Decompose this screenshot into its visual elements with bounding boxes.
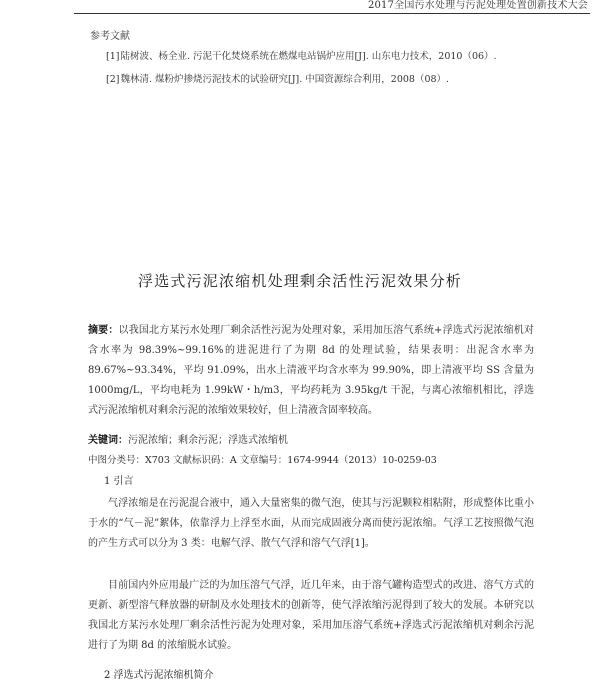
references-heading: 参考文献 — [90, 31, 130, 42]
reference-number: [1] — [106, 51, 120, 62]
classification-line: 中图分类号：X703 文献标识码：A 文章编号：1674-9944（2013）10-0259-03 — [88, 455, 437, 466]
running-header: 2017全国污水处理与污泥处理处置创新技术大会 — [367, 0, 588, 11]
abstract-label: 摘要： — [88, 325, 119, 336]
reference-item — [106, 73, 576, 87]
reference-text: 魏林清. 煤粉炉掺烧污泥技术的试验研究[J]. 中国资源综合利用，2008（08）. — [120, 74, 450, 85]
abstract-text: 以我国北方某污水处理厂剩余活性污泥为处理对象，采用加压溶气系统+浮选式污泥浓缩机对含水率为 98.39%~99.16%的进泥进行了为期 8d 的处理试验，结果表明：出泥含水率为 89.67%~93.34%，平均 91.09%，出水上清液平均含水率为 99.90%，即上清液平均 SS 含量为 1000mg/L，平均电耗为 1.99kW・h/m3，平均药耗为 3.95kg/t 干泥，与离心浓缩机相比，浮选式污泥浓缩机对剩余污泥的浓缩效果较好，但上清液含固率较高。 — [88, 325, 534, 416]
body-paragraph: 目前国内外应用最广泛的为加压溶气气浮，近几年来，由于溶气罐构造型式的改进、溶气方式的更新、新型溶气释放器的研制及水处理技术的创新等，使气浮浓缩污泥得到了较大的发展。本研究以我国北方某污水处理厂剩余活性污泥为处理对象，采用加压溶气系统+浮选式污泥浓缩机对剩余污泥进行了为期 8d 的浓缩脱水试验。 — [88, 580, 534, 651]
header-rule — [74, 13, 590, 14]
reference-list — [106, 50, 576, 96]
keywords-text: 污泥浓缩；剩余污泥；浮选式浓缩机 — [128, 435, 288, 446]
reference-number: [2] — [106, 74, 120, 85]
keywords-label: 关键词： — [88, 435, 128, 446]
reference-text: 陆树波、杨全业. 污泥干化焚烧系统在燃煤电站锅炉应用[J]. 山东电力技术，2010（06）. — [120, 51, 497, 62]
section-heading-introduction: 1 引言 — [104, 476, 134, 487]
body-paragraph: 气浮浓缩是在污泥混合液中，通入大量密集的微气泡，使其与污泥颗粒相粘附，形成整体比重小于水的“气－泥”絮体，依靠浮力上浮至水面，从而完成固液分离而使污泥浓缩。气浮工艺按照微气泡的产生方式可以分为 3 类：电解气浮、散气气浮和溶气气浮[1]。 — [88, 498, 534, 549]
section-heading-thickener-intro: 2 浮选式污泥浓缩机简介 — [104, 670, 214, 681]
reference-item — [106, 50, 576, 64]
abstract — [88, 321, 534, 421]
keywords — [88, 431, 534, 451]
article-title: 浮选式污泥浓缩机处理剩余活性污泥效果分析 — [137, 272, 462, 290]
